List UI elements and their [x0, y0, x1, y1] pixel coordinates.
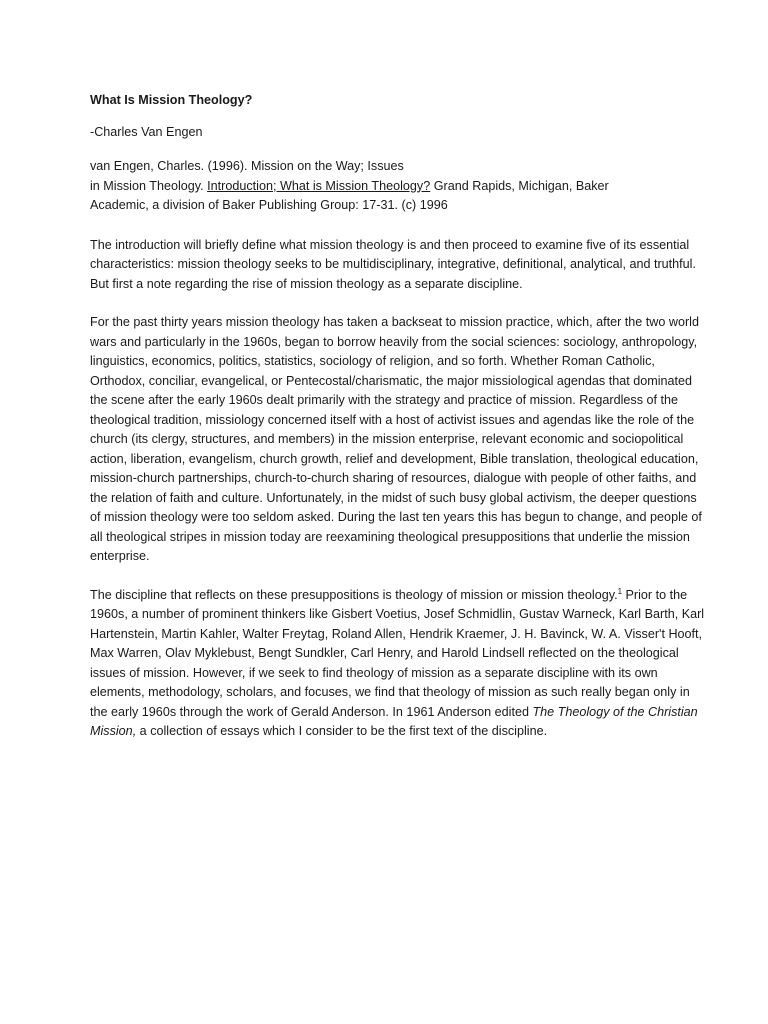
footnote-marker[interactable]: 1	[617, 586, 623, 596]
book-title: The Theology of the Christian Mission,	[90, 704, 698, 738]
paragraph-introduction: The introduction will briefly define what mission theology is and then proceed to examine five of its essential characteristics: mission theology seeks to be multidisciplinary, integrative, definitional, analytical, and truthful. But first a note regarding the rise of mission theology as a separate discipline.	[90, 237, 696, 291]
paragraph-discipline-part3: a collection of essays which I consider to be the first text of the discipline.	[136, 724, 548, 738]
citation-line-2-post: Grand Rapids, Michigan, Baker	[433, 178, 609, 193]
citation-line-3: Academic, a division of Baker Publishing Group: 17-31. (c) 1996	[90, 198, 448, 212]
citation-line-1: van Engen, Charles. (1996). Mission on the Way; Issues	[90, 159, 404, 173]
citation	[90, 157, 708, 216]
document-title: What Is Mission Theology?	[90, 93, 253, 107]
paragraph-discipline-part2: Prior to the 1960s, a number of prominent thinkers like Gisbert Voetius, Josef Schmidlin, Gustav Warneck, Karl Barth, Karl Hartenstein, Martin Kahler, Walter Freytag, Roland Allen, Hendrik Kraemer, J. H. Bavinck, W. A. Visser't Hooft, Max Warren, Olav Myklebust, Bengt Sundkler, Carl Henry, and Harold Lindsell reflected on the theological issues of mission. However, if we seek to find theology of mission as a separate discipline with its own elements, methodology, scholars, and focuses, we find that theology of mission as such really began only in the early 1960s through the work of Gerald Anderson. In 1961 Anderson edited	[90, 587, 705, 719]
citation-link[interactable]: Introduction; What is Mission Theology?	[207, 178, 431, 193]
paragraph-discipline-part1: The discipline that reflects on these presuppositions is theology of mission or mission theology.	[90, 587, 618, 602]
document-author: -Charles Van Engen	[90, 124, 203, 139]
paragraph-history: For the past thirty years mission theology has taken a backseat to mission practice, which, after the two world wars and particularly in the 1960s, began to borrow heavily from the social sciences: sociology, anthropology, linguistics, economics, politics, statistics, sociology of religion, and so forth. Whether Roman Catholic, Orthodox, conciliar, evangelical, or Pentecostal/charismatic, the major missiological agendas that dominated the scene after the early 1960s dealt primarily with the strategy and practice of mission. Regardless of the theological tradition, missiology concerned itself with a host of activist issues and agendas like the role of the church (its clergy, structures, and members) in the mission enterprise, relevant economic and sociopolitical action, liberation, evangelism, church growth, relief and development, Bible translation, theological education, mission-church partnerships, church-to-church sharing of resources, dialogue with people of other faiths, and the relation of faith and culture. Unfortunately, in the midst of such busy global activism, the deeper questions of mission theology were too seldom asked. During the last ten years this has begun to change, and people of all theological stripes in mission today are reexamining theological presuppositions that underlie the mission enterprise.	[90, 315, 702, 563]
paragraph-discipline	[90, 586, 708, 742]
citation-line-2-pre: in Mission Theology.	[90, 178, 204, 193]
